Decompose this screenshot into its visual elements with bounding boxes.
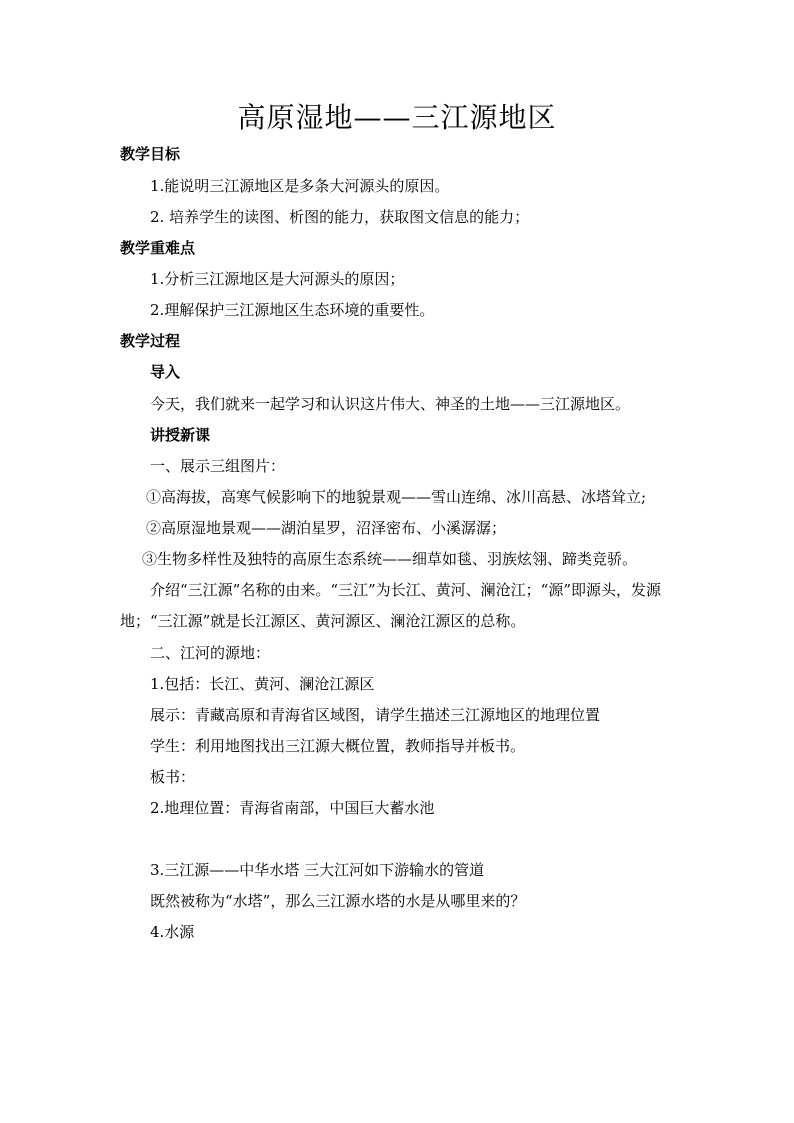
goal-2: 2. 培养学生的读图、析图的能力，获取图文信息的能力； [150,208,530,226]
picture-group-1: ①高海拔，高寒气候影响下的地貌景观——雪山连绵、冰川高悬、冰塔耸立; [146,488,647,506]
key-point-1: 1.分析三江源地区是大河源头的原因； [150,270,405,288]
intro-text: 今天，我们就来一起学习和认识这片伟大、神圣的土地——三江源地区。 [150,395,631,413]
page-title: 高原湿地——三江源地区 [237,101,557,134]
intro-heading: 导入 [150,363,181,381]
item-3: 3.三江源——中华水塔 三大江河如下游输水的管道 [150,861,485,879]
board-label: 板书： [150,768,196,786]
show-text: 展示：青藏高原和青海省区域图，请学生描述三江源地区的地理位置 [150,706,601,724]
question-text: 既然被称为“水塔”，那么三江源水塔的水是从哪里来的？ [150,892,526,910]
item-4: 4.水源 [150,923,195,941]
goals-heading: 教学目标 [120,145,181,163]
student-text: 学生：利用地图找出三江源大概位置，教师指导并板书。 [150,737,526,755]
item-1: 1.包括：长江、黄河、澜沧江源区 [150,675,375,693]
key-point-2: 2.理解保护三江源地区生态环境的重要性。 [150,301,435,319]
goal-1: 1.能说明三江源地区是多条大河源头的原因。 [150,177,450,195]
part-1-title: 一、展示三组图片： [150,457,286,475]
name-origin-paragraph: 介绍“三江源”名称的由来。“三江”为长江、黄河、澜沧江；“源”即源头，发源地；“三江源”就是长江源区、黄河源区、澜沧江源区的总称。 [120,581,662,630]
part-2-title: 二、江河的源地： [150,644,271,662]
process-heading: 教学过程 [120,332,181,350]
new-lesson-heading: 讲授新课 [150,426,211,444]
picture-group-2: ②高原湿地景观——湖泊星罗，沼泽密布、小溪潺潺； [146,519,507,537]
picture-group-3: ③生物多样性及独特的高原生态系统——细草如毯、羽族炫翎、蹄类竞骄。 [142,550,638,568]
item-2: 2.地理位置：青海省南部，中国巨大蓄水池 [150,799,435,817]
key-points-heading: 教学重难点 [120,239,196,257]
